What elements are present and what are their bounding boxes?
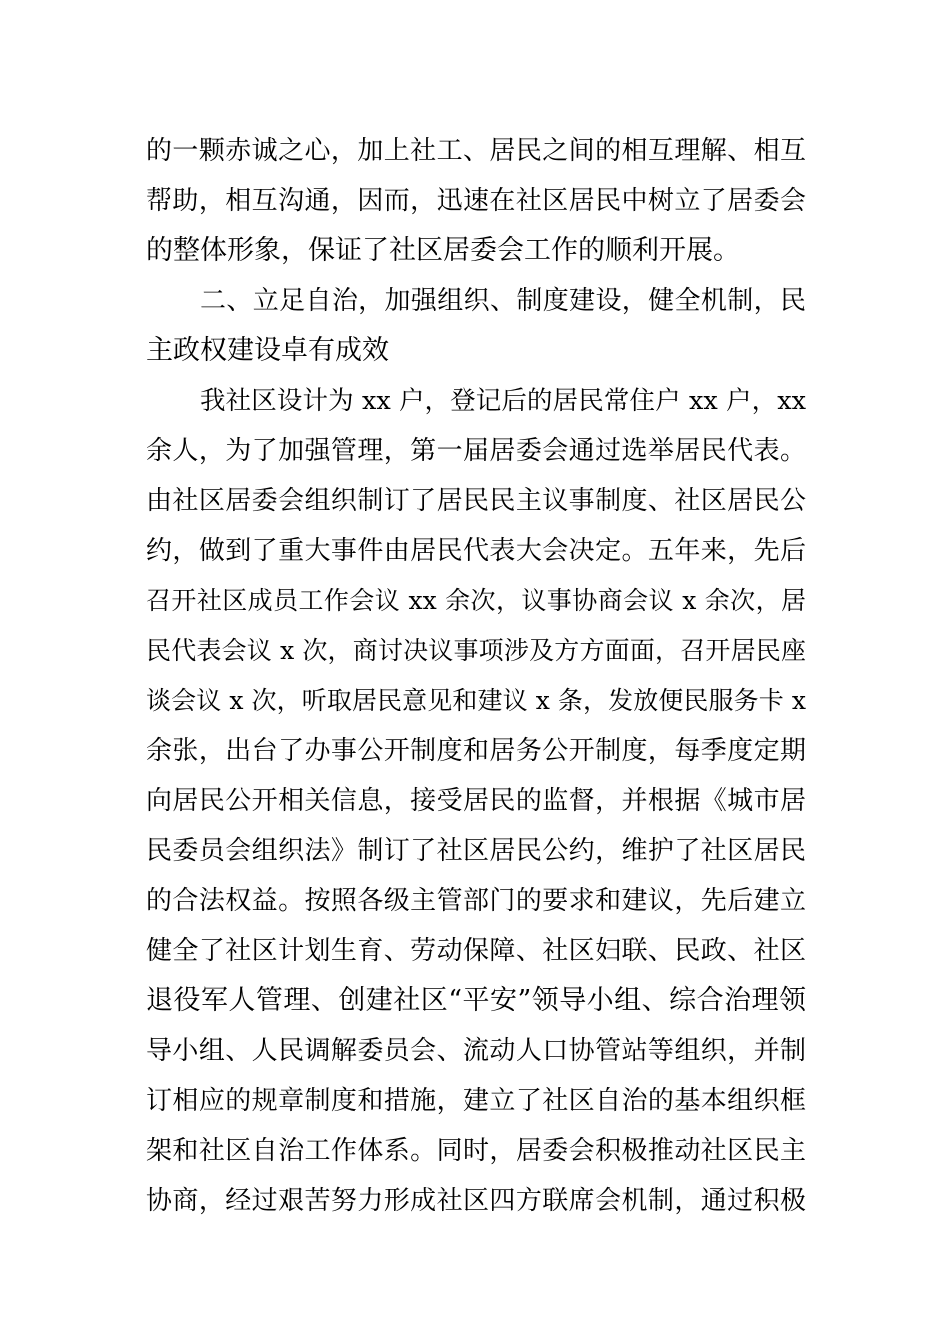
text-line: 余张，出台了办事公开制度和居务公开制度，每季度定期: [146, 736, 806, 766]
text-line: 协商，经过艰苦努力形成社区四方联席会机制，通过积极: [146, 1186, 806, 1216]
text-line: 民委员会组织法》制订了社区居民公约，维护了社区居民: [146, 836, 806, 866]
text-line: 的整体形象，保证了社区居委会工作的顺利开展。: [146, 235, 740, 266]
text-line: 退役军人管理、创建社区“平安”领导小组、综合治理领: [146, 985, 806, 1016]
text-line: 民代表会议 x 次，商讨决议事项涉及方方面面，召开居民座: [146, 636, 806, 665]
text-line: 订相应的规章制度和措施，建立了社区自治的基本组织框: [146, 1086, 806, 1116]
text-line: 由社区居委会组织制订了居民民主议事制度、社区居民公: [146, 486, 806, 516]
text-line: 向居民公开相关信息，接受居民的监督，并根据《城市居: [146, 786, 806, 816]
text-line: 召开社区成员工作会议 xx 余次，议事协商会议 x 余次，居: [146, 586, 806, 615]
section-heading-line: 主政权建设卓有成效: [146, 335, 389, 366]
text-line: 我社区设计为 xx 户，登记后的居民常住户 xx 户，xx: [200, 386, 806, 416]
text-line: 健全了社区计划生育、劳动保障、社区妇联、民政、社区: [146, 936, 806, 966]
text-line: 的合法权益。按照各级主管部门的要求和建议，先后建立: [146, 886, 806, 916]
text-line: 的一颗赤诚之心，加上社工、居民之间的相互理解、相互: [146, 136, 806, 166]
text-line: 导小组、人民调解委员会、流动人口协管站等组织，并制: [146, 1036, 806, 1066]
text-line: 谈会议 x 次，听取居民意见和建议 x 条，发放便民服务卡 x: [146, 686, 806, 715]
text-line: 约，做到了重大事件由居民代表大会决定。五年来，先后: [146, 536, 806, 566]
text-line: 余人，为了加强管理，第一届居委会通过选举居民代表。: [146, 436, 806, 466]
text-line: 架和社区自治工作体系。同时，居委会积极推动社区民主: [146, 1136, 806, 1166]
section-heading-line: 二、立足自治，加强组织、制度建设，健全机制，民: [200, 286, 806, 316]
text-line: 帮助，相互沟通，因而，迅速在社区居民中树立了居委会: [146, 186, 806, 216]
